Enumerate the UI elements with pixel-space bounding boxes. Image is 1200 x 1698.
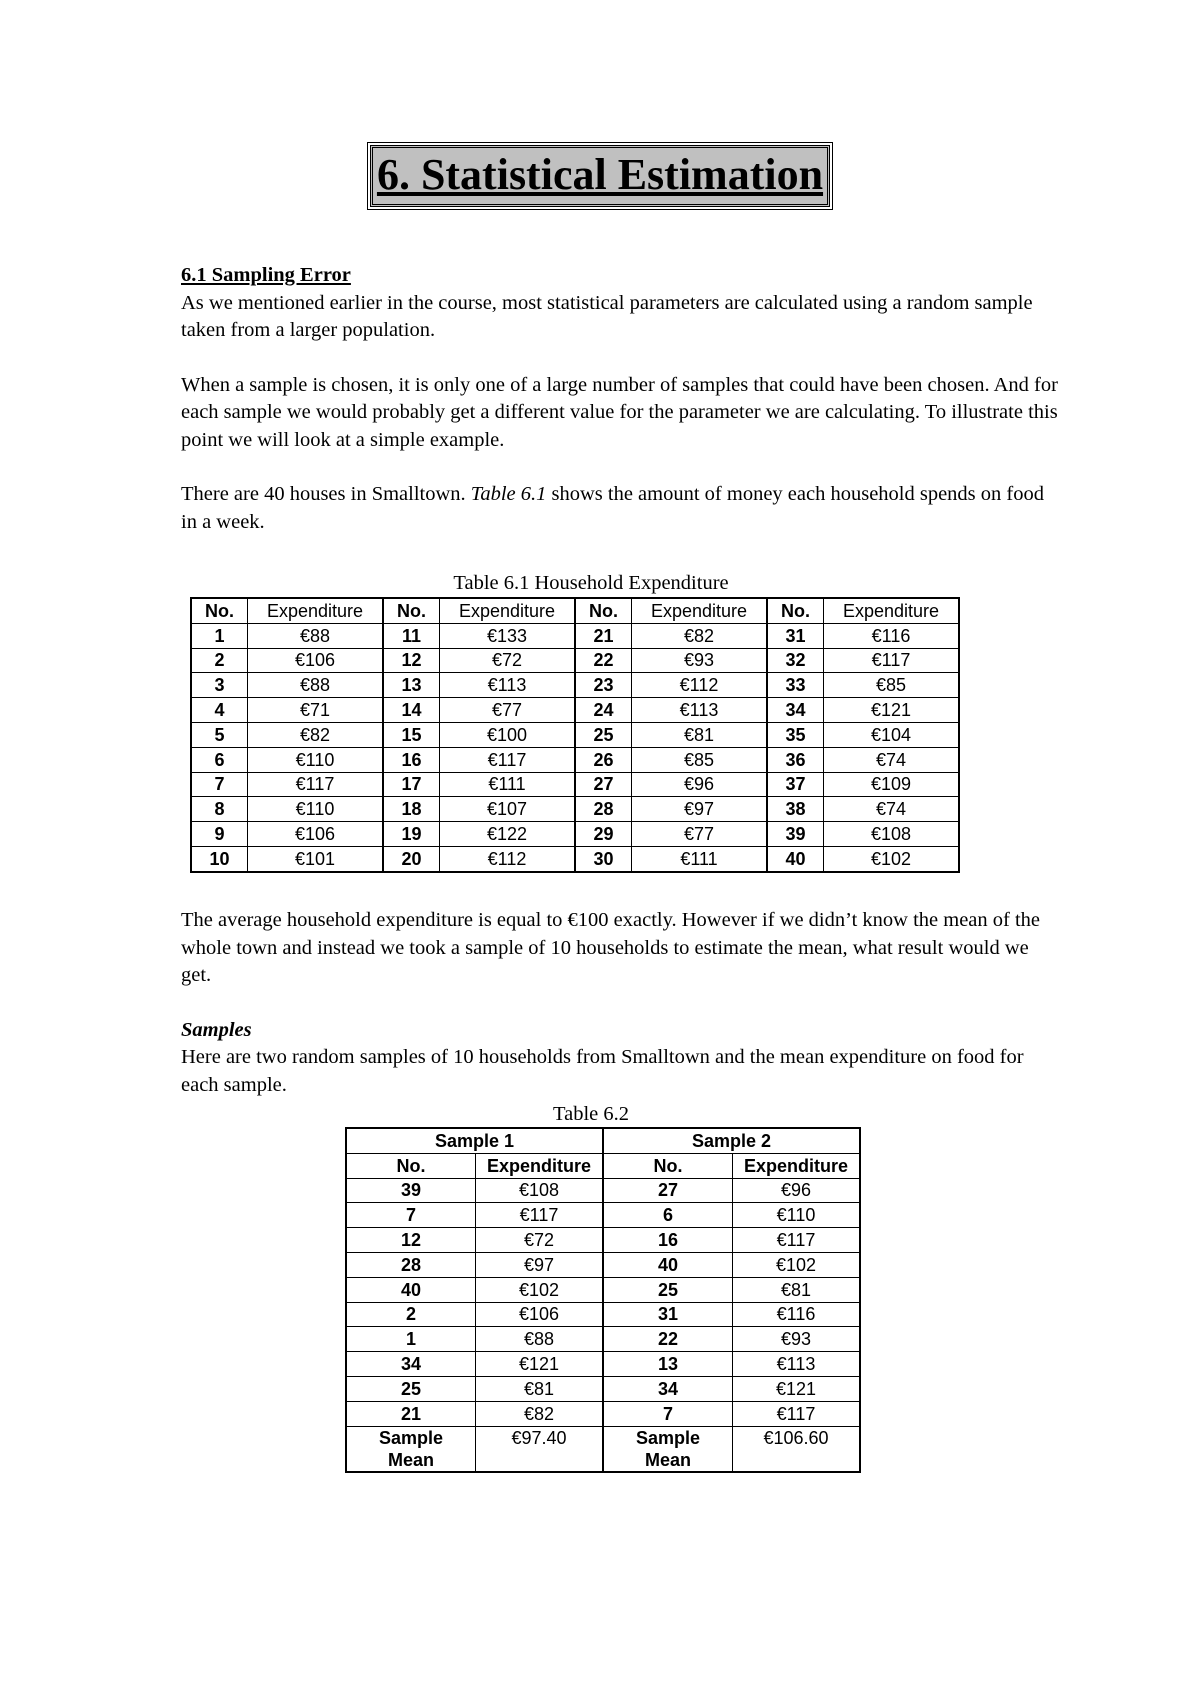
sample-mean-label: [346, 1426, 476, 1472]
sample-mean-label: [603, 1426, 733, 1472]
expenditure-cell: €74: [824, 747, 960, 772]
household-no-cell: 18: [383, 797, 440, 822]
group-header-row: [346, 1128, 860, 1153]
household-no-cell: 2: [346, 1302, 476, 1327]
expenditure-cell: €116: [824, 623, 960, 648]
expenditure-cell: €97: [476, 1252, 604, 1277]
expenditure-cell: €107: [440, 797, 576, 822]
paragraph-3: [181, 481, 1061, 536]
household-no-cell: 31: [767, 623, 824, 648]
expenditure-cell: €106: [248, 648, 384, 673]
column-header-no: No.: [346, 1153, 476, 1178]
household-no-cell: 1: [191, 623, 248, 648]
household-no-cell: 27: [575, 772, 632, 797]
table-row: [346, 1178, 860, 1203]
sample-mean-label-line2: Mean: [387, 1449, 434, 1470]
household-no-cell: 29: [575, 822, 632, 847]
table-row: [191, 846, 959, 871]
household-no-cell: 15: [383, 722, 440, 747]
paragraph-4: The average household expenditure is equal to €100 exactly. However if we didn’t know the mean of the whole town and instead we took a sample of 10 households to estimate the mean, what result would we get.: [181, 909, 1041, 986]
household-no-cell: 1: [346, 1327, 476, 1352]
household-no-cell: 22: [575, 648, 632, 673]
household-no-cell: 5: [191, 722, 248, 747]
expenditure-cell: €116: [733, 1302, 861, 1327]
expenditure-cell: €77: [440, 698, 576, 723]
table-row: [346, 1203, 860, 1228]
household-no-cell: 23: [575, 673, 632, 698]
expenditure-cell: €102: [824, 846, 960, 871]
household-no-cell: 11: [383, 623, 440, 648]
expenditure-cell: €93: [733, 1327, 861, 1352]
column-header-no: No.: [383, 598, 440, 623]
household-no-cell: 37: [767, 772, 824, 797]
table-row: [191, 747, 959, 772]
household-no-cell: 28: [346, 1252, 476, 1277]
household-no-cell: 2: [191, 648, 248, 673]
expenditure-cell: €111: [632, 846, 768, 871]
table-row: [346, 1228, 860, 1253]
household-no-cell: 7: [191, 772, 248, 797]
expenditure-cell: €88: [248, 623, 384, 648]
table-row: [191, 772, 959, 797]
table-header-row: [346, 1153, 860, 1178]
sample-mean-value-1: €97.40: [476, 1426, 604, 1472]
household-no-cell: 39: [346, 1178, 476, 1203]
column-header-expenditure: Expenditure: [476, 1153, 604, 1178]
expenditure-cell: €117: [733, 1228, 861, 1253]
household-no-cell: 39: [767, 822, 824, 847]
expenditure-cell: €100: [440, 722, 576, 747]
expenditure-cell: €82: [248, 722, 384, 747]
expenditure-cell: €81: [476, 1376, 604, 1401]
column-header-no: No.: [575, 598, 632, 623]
column-header-expenditure: Expenditure: [248, 598, 384, 623]
household-no-cell: 16: [383, 747, 440, 772]
household-no-cell: 40: [767, 846, 824, 871]
sample-mean-label-line1: Sample: [378, 1427, 444, 1448]
household-no-cell: 16: [603, 1228, 733, 1253]
samples-table: [345, 1127, 861, 1473]
table1-caption: Table 6.1 Household Expenditure: [453, 572, 729, 594]
household-no-cell: 34: [346, 1352, 476, 1377]
household-no-cell: 12: [383, 648, 440, 673]
table2-caption: Table 6.2: [553, 1103, 629, 1125]
expenditure-cell: €117: [476, 1203, 604, 1228]
table-row: [191, 797, 959, 822]
household-no-cell: 35: [767, 722, 824, 747]
expenditure-cell: €111: [440, 772, 576, 797]
expenditure-cell: €93: [632, 648, 768, 673]
household-no-cell: 36: [767, 747, 824, 772]
expenditure-cell: €82: [476, 1401, 604, 1426]
household-no-cell: 27: [603, 1178, 733, 1203]
mid-block: [181, 907, 1061, 1099]
expenditure-cell: €121: [476, 1352, 604, 1377]
expenditure-cell: €104: [824, 722, 960, 747]
expenditure-cell: €113: [440, 673, 576, 698]
column-header-no: No.: [603, 1153, 733, 1178]
household-no-cell: 25: [346, 1376, 476, 1401]
expenditure-cell: €72: [476, 1228, 604, 1253]
expenditure-cell: €112: [632, 673, 768, 698]
samples-heading: Samples: [181, 1018, 252, 1041]
household-no-cell: 25: [603, 1277, 733, 1302]
expenditure-cell: €113: [632, 698, 768, 723]
expenditure-cell: €110: [733, 1203, 861, 1228]
paragraph-5: Here are two random samples of 10 households from Smalltown and the mean expenditure on food for each sample.: [181, 1046, 1024, 1096]
household-no-cell: 21: [346, 1401, 476, 1426]
household-no-cell: 21: [575, 623, 632, 648]
expenditure-cell: €121: [824, 698, 960, 723]
expenditure-cell: €82: [632, 623, 768, 648]
table-ref: Table 6.1: [470, 483, 547, 505]
paragraph-2: When a sample is chosen, it is only one of a large number of samples that could have been chosen. And for each sample we would probably get a different value for the parameter we are calculating. To illustrate this point we will look at a simple example.: [181, 373, 1058, 451]
paragraph-1: As we mentioned earlier in the course, most statistical parameters are calculated using a random sample taken from a larger population.: [181, 291, 1033, 341]
household-no-cell: 10: [191, 846, 248, 871]
expenditure-cell: €102: [476, 1277, 604, 1302]
household-no-cell: 6: [191, 747, 248, 772]
expenditure-cell: €121: [733, 1376, 861, 1401]
household-no-cell: 17: [383, 772, 440, 797]
expenditure-cell: €85: [632, 747, 768, 772]
table-header-row: [191, 598, 959, 623]
column-header-no: No.: [191, 598, 248, 623]
expenditure-cell: €97: [632, 797, 768, 822]
expenditure-cell: €110: [248, 797, 384, 822]
household-no-cell: 12: [346, 1228, 476, 1253]
household-no-cell: 30: [575, 846, 632, 871]
sample-mean-value-2: €106.60: [733, 1426, 861, 1472]
household-no-cell: 31: [603, 1302, 733, 1327]
column-header-no: No.: [767, 598, 824, 623]
table-row: [346, 1352, 860, 1377]
table-row: [346, 1302, 860, 1327]
expenditure-cell: €106: [248, 822, 384, 847]
table-row: [191, 722, 959, 747]
household-no-cell: 13: [383, 673, 440, 698]
expenditure-cell: €96: [733, 1178, 861, 1203]
household-no-cell: 24: [575, 698, 632, 723]
household-no-cell: 40: [346, 1277, 476, 1302]
expenditure-cell: €88: [248, 673, 384, 698]
expenditure-cell: €110: [248, 747, 384, 772]
household-no-cell: 3: [191, 673, 248, 698]
expenditure-cell: €74: [824, 797, 960, 822]
expenditure-cell: €88: [476, 1327, 604, 1352]
section-heading: 6.1 Sampling Error: [181, 264, 351, 286]
page-title: 6. Statistical Estimation: [370, 145, 830, 207]
expenditure-cell: €117: [440, 747, 576, 772]
expenditure-cell: €117: [824, 648, 960, 673]
title-area: [0, 145, 1200, 207]
table-row: [346, 1376, 860, 1401]
expenditure-cell: €85: [824, 673, 960, 698]
household-no-cell: 34: [767, 698, 824, 723]
sample-1-header: Sample 1: [346, 1128, 603, 1153]
table-row: [346, 1327, 860, 1352]
sample-mean-label-line2: Mean: [644, 1449, 691, 1470]
expenditure-cell: €72: [440, 648, 576, 673]
household-no-cell: 7: [346, 1203, 476, 1228]
intro-block: [181, 262, 1061, 536]
paragraph-3-text-a: There are 40 houses in Smalltown.: [181, 483, 471, 505]
sample-mean-label-line1: Sample: [635, 1427, 701, 1448]
expenditure-cell: €108: [824, 822, 960, 847]
household-no-cell: 33: [767, 673, 824, 698]
expenditure-cell: €102: [733, 1252, 861, 1277]
expenditure-cell: €81: [733, 1277, 861, 1302]
expenditure-cell: €109: [824, 772, 960, 797]
household-no-cell: 25: [575, 722, 632, 747]
expenditure-cell: €96: [632, 772, 768, 797]
household-no-cell: 19: [383, 822, 440, 847]
expenditure-cell: €113: [733, 1352, 861, 1377]
expenditure-cell: €71: [248, 698, 384, 723]
household-no-cell: 8: [191, 797, 248, 822]
table-row: [191, 698, 959, 723]
table-row: [191, 822, 959, 847]
column-header-expenditure: Expenditure: [632, 598, 768, 623]
household-no-cell: 14: [383, 698, 440, 723]
table-row: [346, 1277, 860, 1302]
sample-2-header: Sample 2: [603, 1128, 860, 1153]
household-no-cell: 6: [603, 1203, 733, 1228]
household-no-cell: 40: [603, 1252, 733, 1277]
table-row: [346, 1401, 860, 1426]
household-no-cell: 13: [603, 1352, 733, 1377]
table-row: [191, 648, 959, 673]
sample-mean-row: [346, 1426, 860, 1472]
expenditure-cell: €106: [476, 1302, 604, 1327]
expenditure-cell: €108: [476, 1178, 604, 1203]
expenditure-cell: €122: [440, 822, 576, 847]
expenditure-cell: €133: [440, 623, 576, 648]
expenditure-cell: €81: [632, 722, 768, 747]
expenditure-cell: €117: [733, 1401, 861, 1426]
household-no-cell: 28: [575, 797, 632, 822]
expenditure-cell: €117: [248, 772, 384, 797]
household-no-cell: 4: [191, 698, 248, 723]
column-header-expenditure: Expenditure: [733, 1153, 861, 1178]
household-no-cell: 9: [191, 822, 248, 847]
table-row: [191, 623, 959, 648]
table-row: [191, 673, 959, 698]
expenditure-cell: €112: [440, 846, 576, 871]
household-no-cell: 22: [603, 1327, 733, 1352]
household-expenditure-table: [190, 597, 960, 873]
column-header-expenditure: Expenditure: [440, 598, 576, 623]
household-no-cell: 20: [383, 846, 440, 871]
expenditure-cell: €101: [248, 846, 384, 871]
household-no-cell: 7: [603, 1401, 733, 1426]
paragraph-3-text-b: shows the amount of money each household spends on food in a week.: [181, 483, 1044, 533]
table-row: [346, 1252, 860, 1277]
household-no-cell: 26: [575, 747, 632, 772]
household-no-cell: 32: [767, 648, 824, 673]
expenditure-cell: €77: [632, 822, 768, 847]
household-no-cell: 38: [767, 797, 824, 822]
household-no-cell: 34: [603, 1376, 733, 1401]
column-header-expenditure: Expenditure: [824, 598, 960, 623]
